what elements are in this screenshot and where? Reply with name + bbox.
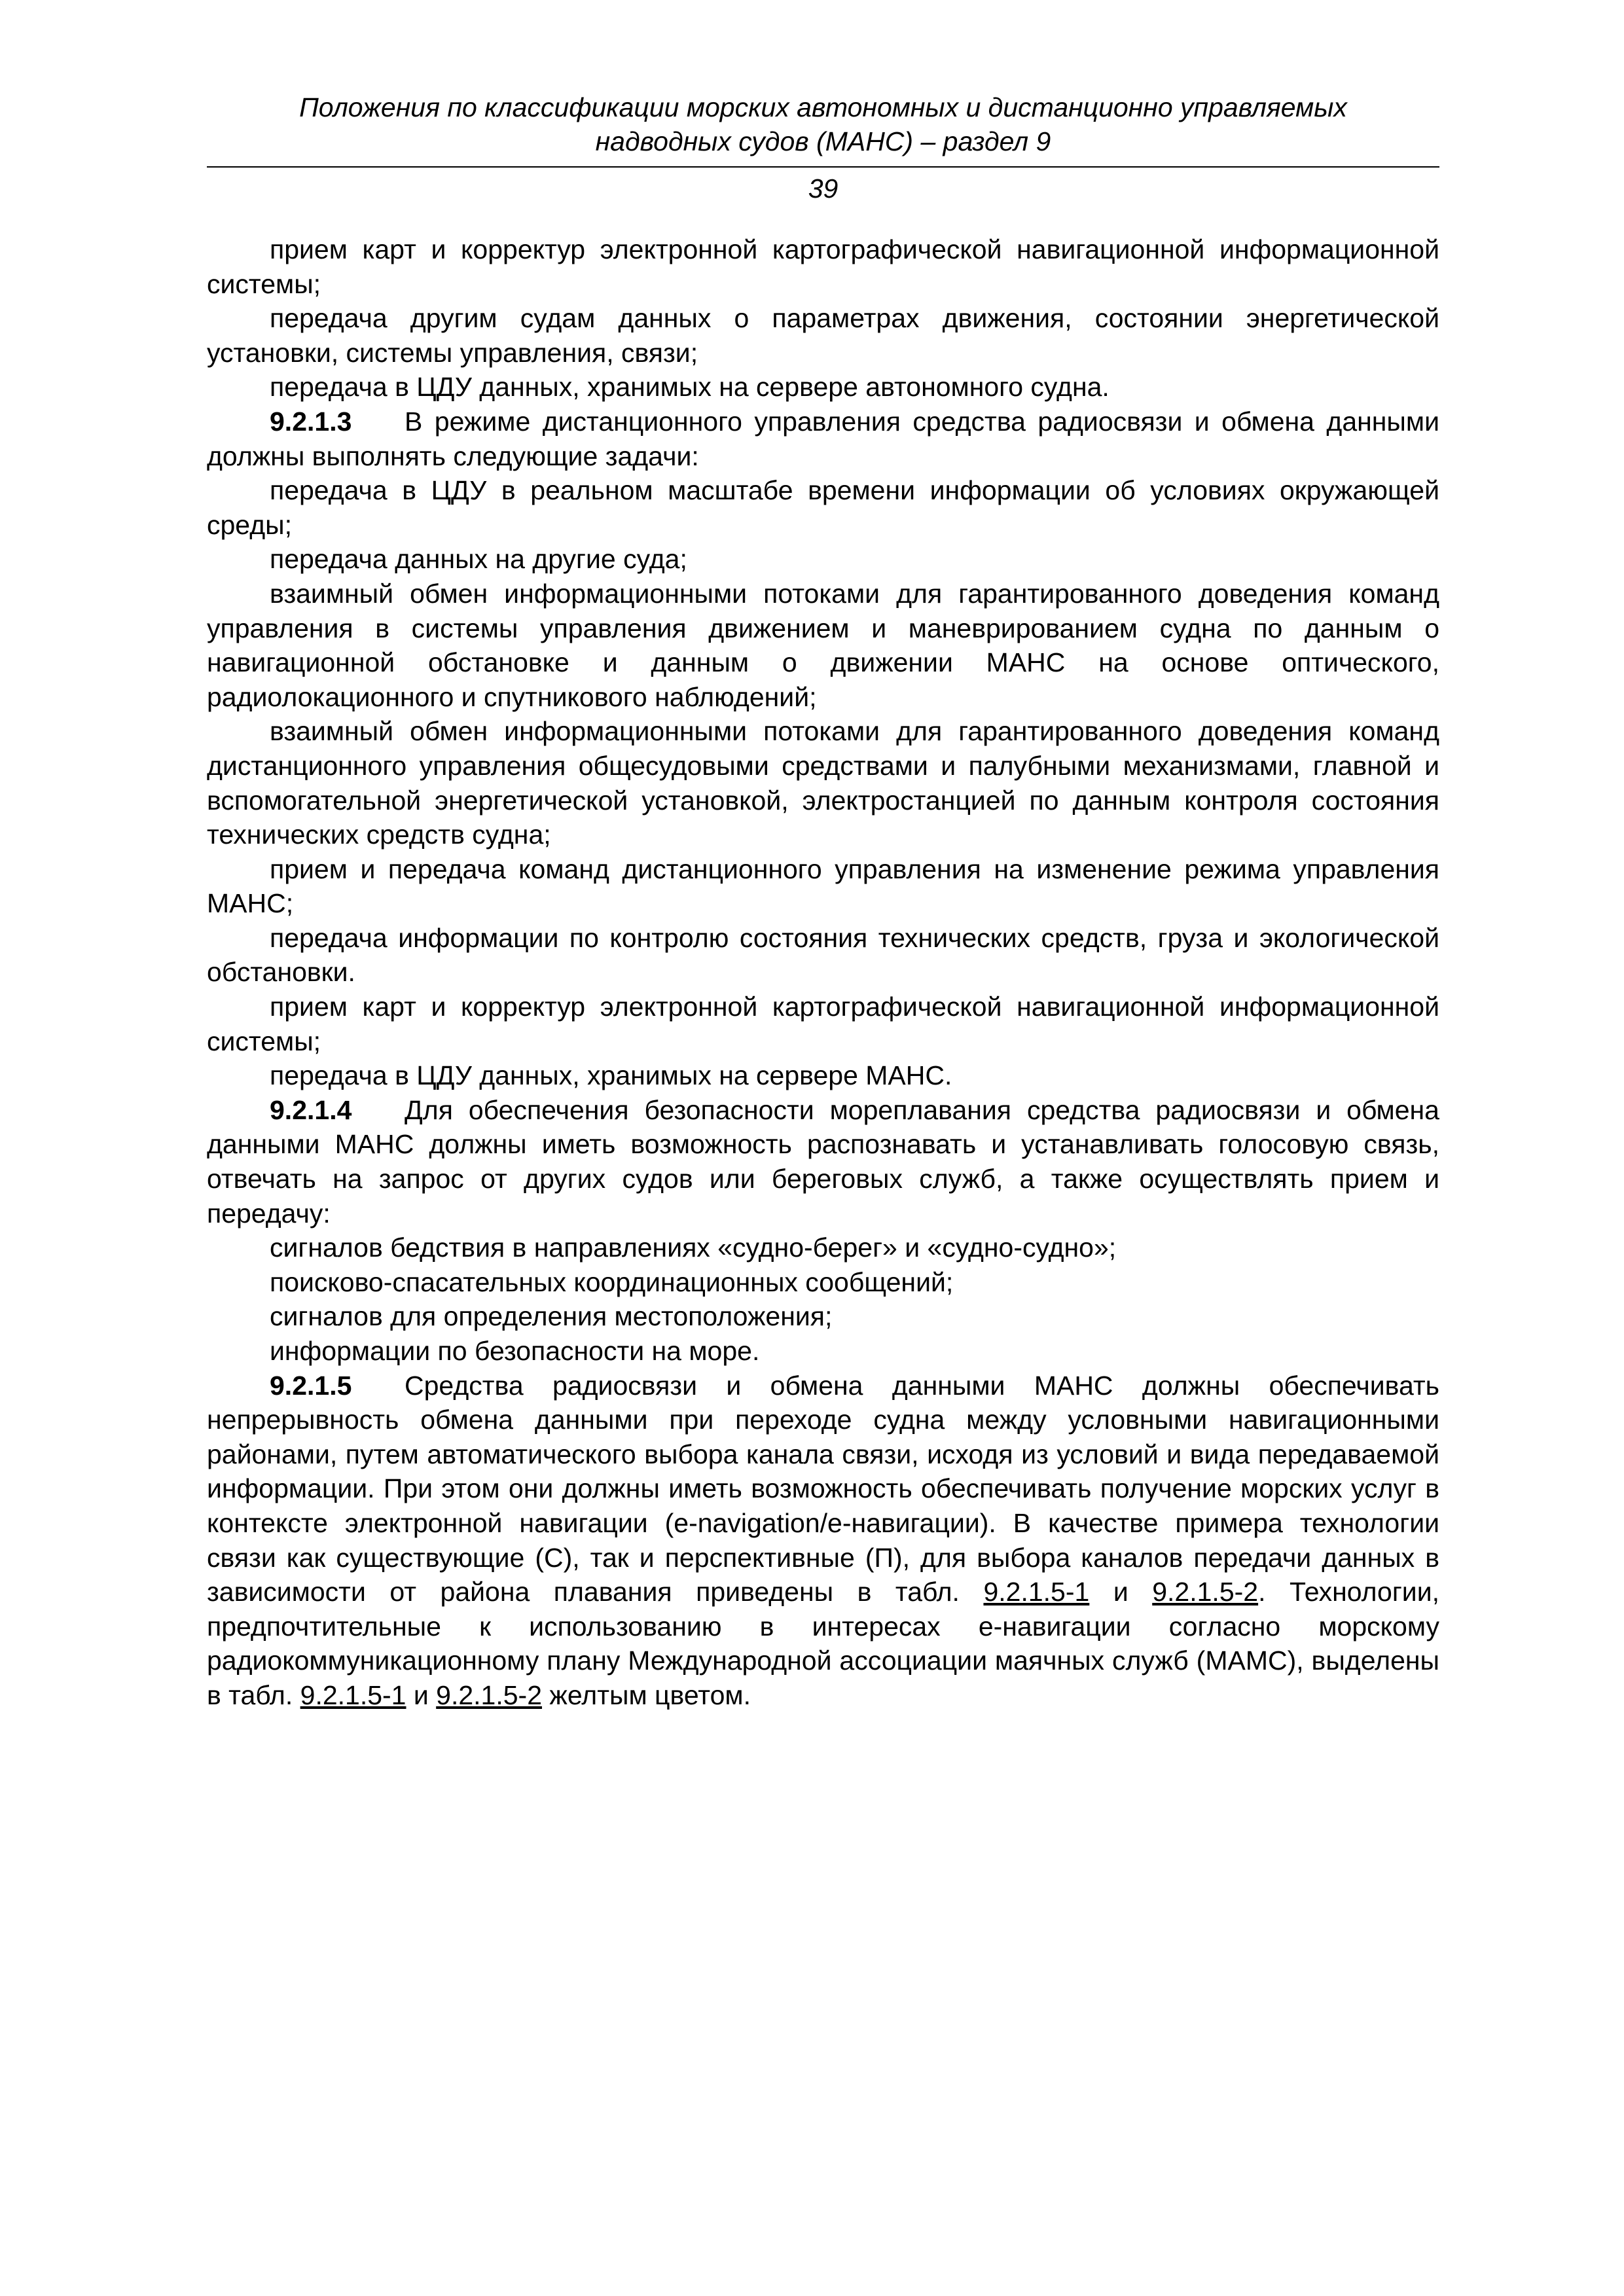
table-ref-link[interactable]: 9.2.1.5-2 — [436, 1679, 543, 1710]
header-divider — [207, 166, 1439, 168]
list-item: сигналов для определения местоположения; — [270, 1301, 833, 1332]
table-ref-link[interactable]: 9.2.1.5-2 — [1152, 1577, 1259, 1607]
list-item: передача другим судам данных о параметрах движения, состоянии энергетической установки, системы управления, связи; — [207, 303, 1439, 368]
section-text: В режиме дистанционного управления средства радиосвязи и обмена данными должны выполнять следующие задачи: — [207, 406, 1439, 471]
list-item: прием карт и корректур электронной картографической навигационной информационной системы; — [207, 234, 1439, 299]
header-title-line-1: Положения по классификации морских автономных и дистанционно управляемых — [299, 92, 1347, 122]
section-9-2-1-3 — [207, 404, 1439, 473]
list-item: передача в ЦДУ данных, хранимых на сервере автономного судна. — [270, 372, 1110, 403]
section-text: желтым цветом. — [542, 1679, 751, 1710]
list-item: поисково-спасательных координационных сообщений; — [270, 1266, 954, 1297]
section-text: Средства радиосвязи и обмена данными МАНС должны обеспечивать непрерывность обмена данными при переходе судна между условными навигационными районами, путем автоматического выбора канала связи, исходя из условий и вида передаваемой информации. При этом они должны иметь возможность обеспечивать получение морских услуг в контексте электронной навигации (e-navigation/e-навигации). В качестве примера технологии связи как существующие (С), так и перспективные (П), для выбора каналов передачи данных в зависимости от района плавания приведены в табл. — [207, 1370, 1439, 1607]
list-item: информации по безопасности на море. — [270, 1336, 760, 1366]
list-item: передача информации по контролю состояния технических средств, груза и экологической обстановки. — [207, 922, 1439, 988]
list-item: прием и передача команд дистанционного управления на изменение режима управления МАНС; — [207, 853, 1439, 919]
section-number: 9.2.1.5 — [270, 1370, 352, 1401]
section-text: и — [1089, 1577, 1153, 1607]
section-text: . Технологии, предпочтительные к использованию в интересах e-навигации согласно морскому радиокоммуникационному плану Международной ассоциации маячных служб (МАМС), выделены в табл. — [207, 1577, 1439, 1710]
table-ref-link[interactable]: 9.2.1.5-1 — [983, 1577, 1090, 1607]
list-item: передача данных на другие суда; — [270, 544, 687, 575]
section-text: Для обеспечения безопасности мореплавания средства радиосвязи и обмена данными МАНС должны иметь возможность распознавать и устанавливать голосовую связь, отвечать на запрос от других судов или береговых служб, а также осуществлять прием и передачу: — [207, 1094, 1439, 1229]
list-item: передача в ЦДУ данных, хранимых на сервере МАНС. — [270, 1060, 952, 1091]
header-title-line-2: надводных судов (МАНС) – раздел 9 — [595, 126, 1051, 156]
list-item: сигналов бедствия в направлениях «судно-берег» и «судно-судно»; — [270, 1232, 1117, 1263]
section-text: и — [406, 1679, 437, 1710]
table-ref-link[interactable]: 9.2.1.5-1 — [300, 1679, 406, 1710]
section-9-2-1-4 — [207, 1093, 1439, 1230]
list-item: взаимный обмен информационными потоками для гарантированного доведения команд управления в системы управления движением и маневрированием судна по данным о навигационной обстановке и данным о движении МАНС на основе оптического, радиолокационного и спутникового наблюдений; — [207, 578, 1439, 712]
running-header — [207, 90, 1439, 158]
page-number: 39 — [808, 173, 839, 204]
list-item: прием карт и корректур электронной картографической навигационной информационной системы; — [207, 992, 1439, 1056]
section-9-2-1-5 — [207, 1369, 1439, 1713]
section-number: 9.2.1.3 — [270, 406, 352, 437]
page-body — [207, 232, 1439, 1713]
list-item: передача в ЦДУ в реальном масштабе времени информации об условиях окружающей среды; — [207, 475, 1439, 540]
section-number: 9.2.1.4 — [270, 1094, 352, 1125]
list-item: взаимный обмен информационными потоками для гарантированного доведения команд дистанционного управления общесудовыми средствами и палубными механизмами, главной и вспомогательной энергетической установкой, электростанцией по данным контроля состояния технических средств судна; — [207, 716, 1439, 850]
